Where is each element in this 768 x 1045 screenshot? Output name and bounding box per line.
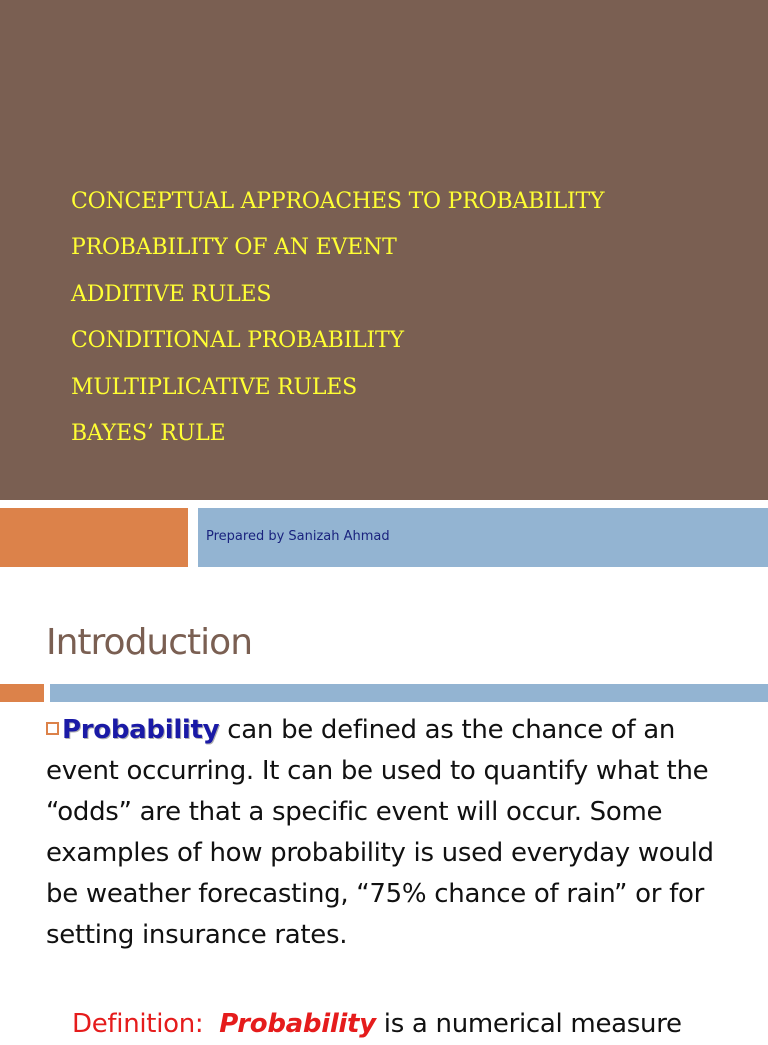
bullet-paragraph [46,710,746,956]
definition-label: Definition: [72,1009,204,1039]
accent-bar-blue [50,684,768,702]
bullet-text: can be defined as the chance of an event occurring. It can be used to quantify what the “odds” are that a specific event will occur. Some examples of how probability is used everyday would be weather forecasting, “75% chance of rain” or for setting insurance rates. [46,715,714,950]
accent-bar-orange [0,508,188,567]
topic-item: BAYES’ RULE [71,420,226,446]
definition-line [72,1004,682,1045]
topic-item: ADDITIVE RULES [71,281,272,307]
accent-bar-orange [0,684,44,702]
slide-title: Introduction [46,622,253,663]
definition-text: is a numerical measure [375,1009,682,1039]
topic-item: CONDITIONAL PROBABILITY [71,328,404,354]
topic-item: MULTIPLICATIVE RULES [71,374,358,400]
definition-term: Probability [219,1009,376,1039]
bullet-term: Probability [62,715,220,745]
title-panel [0,0,768,500]
topic-item: PROBABILITY OF AN EVENT [71,235,397,261]
square-bullet-icon [46,722,59,735]
prepared-by-label: Prepared by Sanizah Ahmad [206,529,390,544]
topic-list [71,186,604,464]
topic-item: CONCEPTUAL APPROACHES TO PROBABILITY [71,189,605,214]
